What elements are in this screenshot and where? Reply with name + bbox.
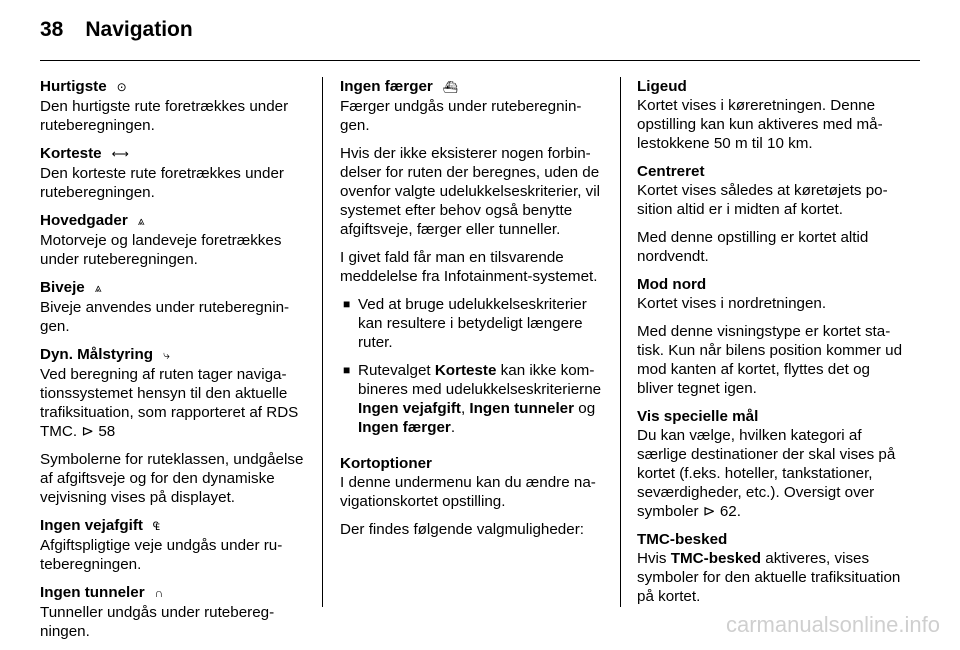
no-toll-icon: ₠ [152, 519, 160, 533]
note-list [340, 295, 605, 437]
option-block-korteste [40, 144, 308, 202]
paragraph: Der findes følgende valgmuligheder: [340, 521, 584, 538]
option-text: Hvis TMC-besked aktiveres, vises symboler for den aktuelle trafiksituation på kortet. [637, 550, 901, 605]
option-text: Færger undgås under ruteberegningen. [340, 98, 582, 134]
page-reference-link[interactable]: 58 [98, 423, 116, 440]
column-divider [620, 77, 621, 607]
section-text: I denne undermenu kan du ændre navigationskortet opstilling. [340, 474, 596, 510]
option-text: Motorveje og landeveje foretrækkes under ruteberegningen. [40, 232, 282, 268]
option-text: Kortet vises i nordretningen. [637, 295, 827, 312]
column-divider [322, 77, 323, 607]
option-block-centreret [637, 162, 907, 219]
option-heading: Mod nord [637, 276, 707, 293]
option-text: Du kan vælge, hvilken kategori af særlige destinationer der skal vises på kortet (f.eks. hoteller, tankstationer, seværdigheder, etc.). Oversigt over symboler [637, 427, 896, 520]
list-item: ■ Ved at bruge udelukkelseskriterier kan resultere i betydeligt længere ruter. [343, 296, 587, 351]
paragraph: Hvis der ikke eksisterer nogen forbindelser for ruten der beregnes, uden de ovenfor valgte udelukkelseskriterier, vil systemet efter behov også benytte afgiftsveje, færger eller tunneller. [340, 145, 600, 238]
page-header [40, 18, 193, 48]
option-block-ingen-vejafgift [40, 516, 308, 574]
option-heading: Dyn. Målstyring ⤷ [40, 346, 170, 363]
option-block-ingen-tunneler [40, 583, 308, 641]
option-text: Ved beregning af ruten tager navigationssystemet hensyn til den aktuelle trafiksituation, som rapporteret af RDS TMC. [40, 366, 299, 440]
option-heading: Korteste ⟷ [40, 145, 129, 162]
column-2 [340, 77, 605, 548]
option-block-hovedgader [40, 211, 308, 269]
option-text: Biveje anvendes under ruteberegningen. [40, 299, 290, 335]
option-heading: Centreret [637, 163, 705, 180]
bullet-icon: ■ [343, 297, 351, 311]
stopwatch-icon: ⊙ [116, 80, 127, 94]
section-heading: Kortoptioner [340, 455, 432, 472]
option-block-hurtigste [40, 77, 308, 135]
option-heading: Vis specielle mål [637, 408, 759, 425]
option-heading: Ligeud [637, 78, 687, 95]
byroad-icon: ⩓ [94, 281, 102, 295]
paragraph: Symbolerne for ruteklassen, undgåelse af afgiftsveje og for den dynamiske vejvisning vises på displayet. [40, 451, 304, 506]
column-3 [637, 77, 907, 615]
option-block-dyn-malstyring [40, 345, 308, 441]
option-heading: Hovedgader ⩓ [40, 212, 145, 229]
option-text: Afgiftspligtige veje undgås under ruteberegningen. [40, 537, 283, 573]
ref-arrow-icon: ⊳ [702, 503, 716, 520]
paragraph: Med denne opstilling er kortet altid nordvendt. [637, 229, 869, 265]
no-ferry-icon: ⛴ [442, 80, 459, 94]
option-text: Kortet vises således at køretøjets position altid er i midten af kortet. [637, 182, 888, 218]
option-heading: Biveje ⩓ [40, 279, 102, 296]
option-heading: Ingen tunneler ∩ [40, 584, 164, 601]
page-title: Navigation [85, 18, 193, 41]
option-block-tmc-besked [637, 530, 907, 606]
header-rule [40, 60, 920, 61]
column-1 [40, 77, 308, 650]
ref-arrow-icon: ⊳ [81, 423, 95, 440]
option-block-ligeud [637, 77, 907, 153]
section-kortoptioner [340, 454, 605, 511]
page-number: 38 [40, 18, 64, 41]
watermark: carmanualsonline.info [725, 612, 940, 637]
paragraph: Med denne visningstype er kortet statisk. Kun når bilens position kommer ud mod kanten af kortet, flyttes det og bliver tegnet igen. [637, 323, 903, 397]
paragraph: I givet fald får man en tilsvarende meddelelse fra Infotainment-systemet. [340, 249, 598, 285]
option-block-ingen-faerger [340, 77, 605, 135]
option-text: Den hurtigste rute foretrækkes under ruteberegningen. [40, 98, 289, 134]
option-text: Kortet vises i køreretningen. Denne opstilling kan kun aktiveres med målestokkene 50 m til 10 km. [637, 97, 883, 152]
option-heading: Ingen vejafgift ₠ [40, 517, 160, 534]
highway-icon: ⩓ [137, 214, 145, 228]
option-heading: TMC-besked [637, 531, 728, 548]
option-block-biveje [40, 278, 308, 336]
option-heading: Hurtigste ⊙ [40, 78, 127, 95]
page-reference-link[interactable]: 62. [719, 503, 741, 520]
option-text: Den korteste rute foretrækkes under ruteberegningen. [40, 165, 284, 201]
bullet-icon: ■ [343, 363, 351, 377]
option-text: Tunneller undgås under ruteberegningen. [40, 604, 275, 640]
dynamic-guidance-icon: ⤷ [163, 348, 170, 362]
option-heading: Ingen færger ⛴ [340, 78, 459, 95]
option-block-vis-specielle-maal [637, 407, 907, 521]
option-block-mod-nord [637, 275, 907, 313]
no-tunnel-icon: ∩ [154, 586, 164, 600]
short-route-icon: ⟷ [111, 147, 129, 161]
list-item: ■ Rutevalget Korteste kan ikke kombineres med udelukkelseskriterierne Ingen vejafgift, Ingen tunneler og Ingen færger. [343, 362, 602, 436]
